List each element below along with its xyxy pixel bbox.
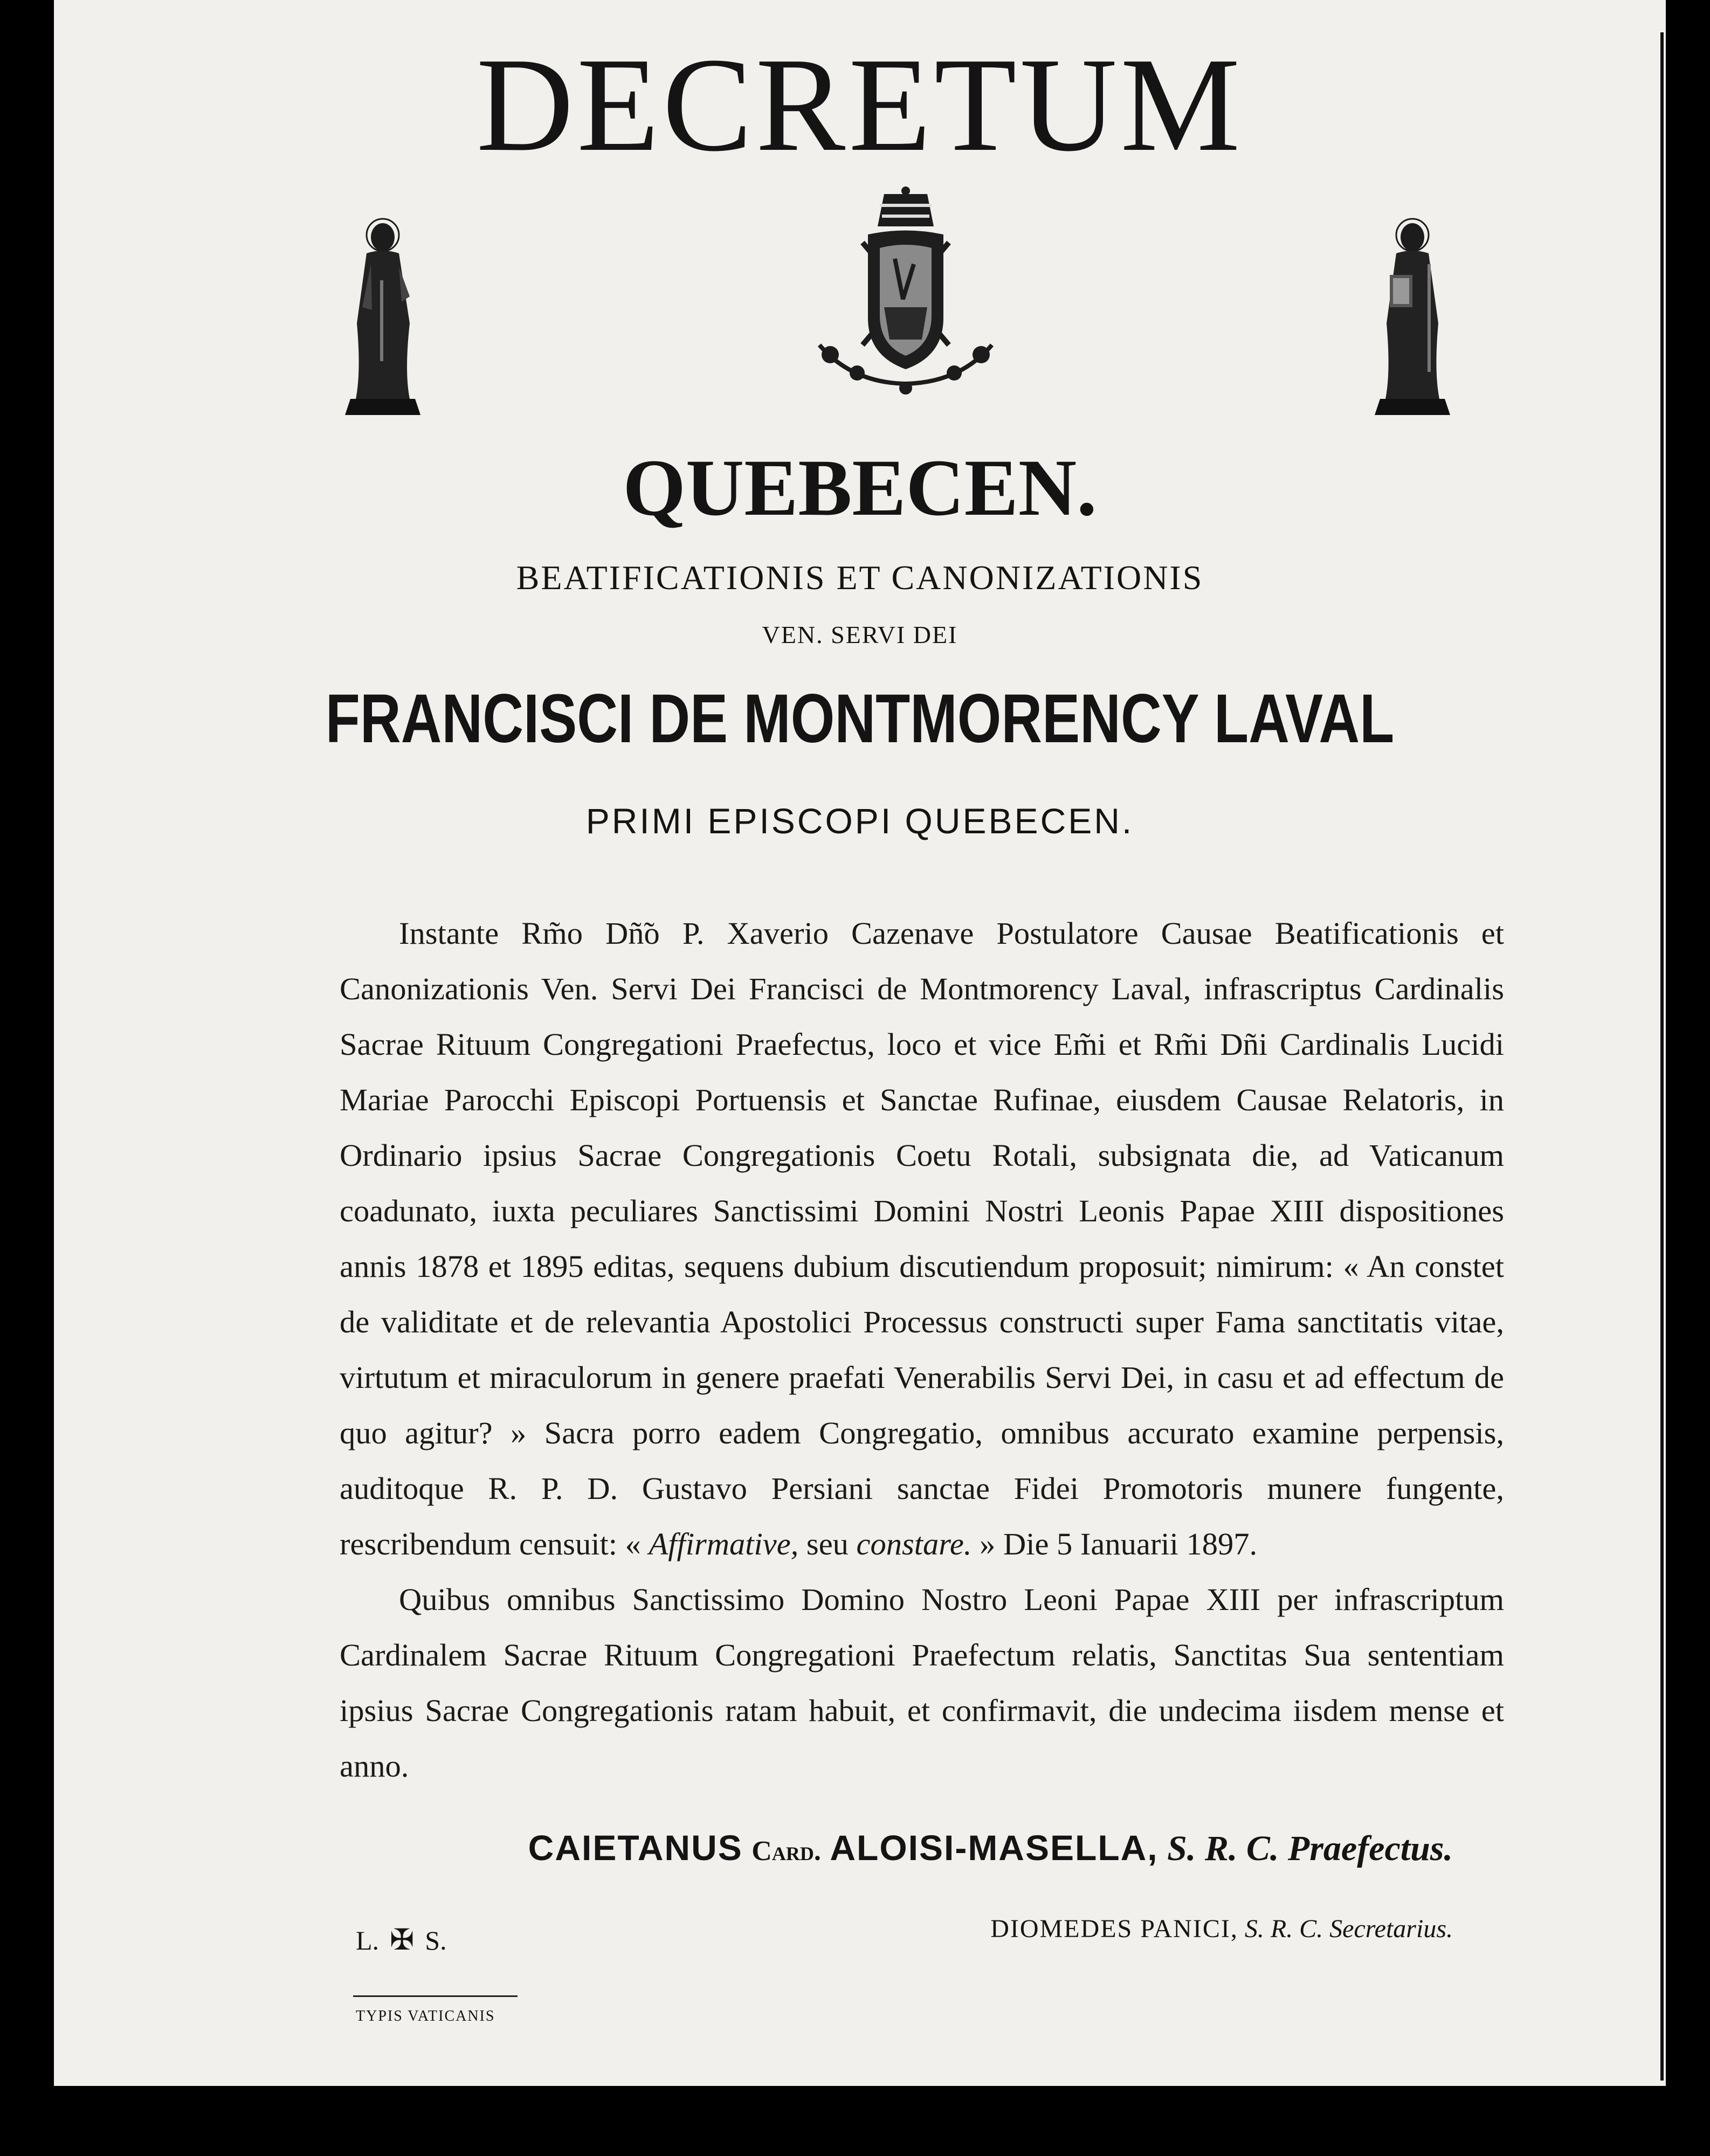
paragraph-1-text: Instante Rm̃o Dñ̃o P. Xaverio Cazenave Postulatore Causae Beatificationis et Canonizationis Ven. Servi Dei Francisci de Montmorency Laval, infrascriptus Cardinalis Sacrae Rituum Congregationi Praefectus, loco et vice Em̃i et Rm̃i Dñi Cardinalis Lucidi Mariae Parocchi Episcopi Portuensis et Sanctae Rufinae, eiusdem Causae Relatoris, in Ordinario ipsius Sacrae Congregationis Coetu Rotali, subsignata die, ad Vaticanum coadunato, iuxta peculiares Sanctissimi Domini Nostri Leonis Papae XIII dispositiones annis 1878 et 1895 editas, sequens dubium discutiendum proposuit; nimirum: « An constet de validitate et de relevantia Apostolici Processus constructi super Fama sanctitatis vitae, virtutum et miraculorum in genere praefati Venerabilis Servi Dei, in casu et ad effectum de quo agitur? » Sacra porro eadem Congregatio, omnibus accurato examine perpensis, auditoque R. P. D. Gustavo Persiani sanctae Fidei Promotoris munere fungente, rescribendum censuit: [340, 916, 1504, 1561]
servant-title: PRIMI EPISCOPI QUEBECEN. [585, 801, 1134, 841]
quote-affirmative: Affirmative, [649, 1526, 799, 1561]
locus-l: L. [356, 1925, 380, 1955]
servant-name: FRANCISCI DE MONTMORENCY LAVAL [325, 680, 1395, 757]
locus-s: S. [425, 1925, 447, 1955]
printer-imprint: TYPIS VATICANIS [356, 2008, 495, 2024]
decree-paragraph-1 [340, 906, 1504, 1572]
quote-open: « [617, 1526, 649, 1561]
page-edge-line [1660, 32, 1664, 2081]
prefect-office: S. R. C. Praefectus. [1167, 1829, 1453, 1868]
secretary-office: S. R. C. Secretarius. [1244, 1915, 1453, 1943]
footer-rule [353, 1995, 518, 1997]
diocese-heading: QUEBECEN. [623, 443, 1097, 533]
servant-prefix: VEN. SERVI DEI [762, 621, 958, 648]
decree-body [340, 906, 1504, 1794]
quote-seu: seu [798, 1526, 857, 1561]
cause-heading: BEATIFICATIONIS ET CANONIZATIONIS [516, 558, 1204, 597]
locus-sigilli [356, 1925, 447, 1954]
saint-paul-figure-icon [1359, 216, 1466, 420]
secretary-signature [990, 1916, 1453, 1942]
quote-constare: constare. [856, 1526, 972, 1561]
papal-coat-of-arms-icon [787, 183, 1024, 404]
saint-peter-figure-icon [329, 216, 437, 420]
prefect-card-abbrev: Card. [751, 1836, 821, 1867]
decree-paragraph-2: Quibus omnibus Sanctissimo Domino Nostro Leoni Papae XIII per infrascriptum Cardinalem Sacrae Rituum Congregationi Praefectum relatis, Sanctitas Sua sententiam ipsius Sacrae Congregationis ratam habuit, et confirmavit, die undecima iisdem mense et anno. [340, 1582, 1504, 1784]
quote-close-date: » Die 5 Ianuarii 1897. [971, 1526, 1258, 1561]
decree-title: DECRETUM [476, 30, 1244, 179]
cross-icon: ✠ [390, 1924, 415, 1956]
prefect-first-name: CAIETANUS [528, 1828, 743, 1868]
secretary-name: DIOMEDES PANICI, [990, 1915, 1238, 1943]
decree-sheet [54, 0, 1666, 2086]
prefect-signature [528, 1830, 1453, 1867]
prefect-surname: ALOISI-MASELLA, [830, 1828, 1159, 1868]
